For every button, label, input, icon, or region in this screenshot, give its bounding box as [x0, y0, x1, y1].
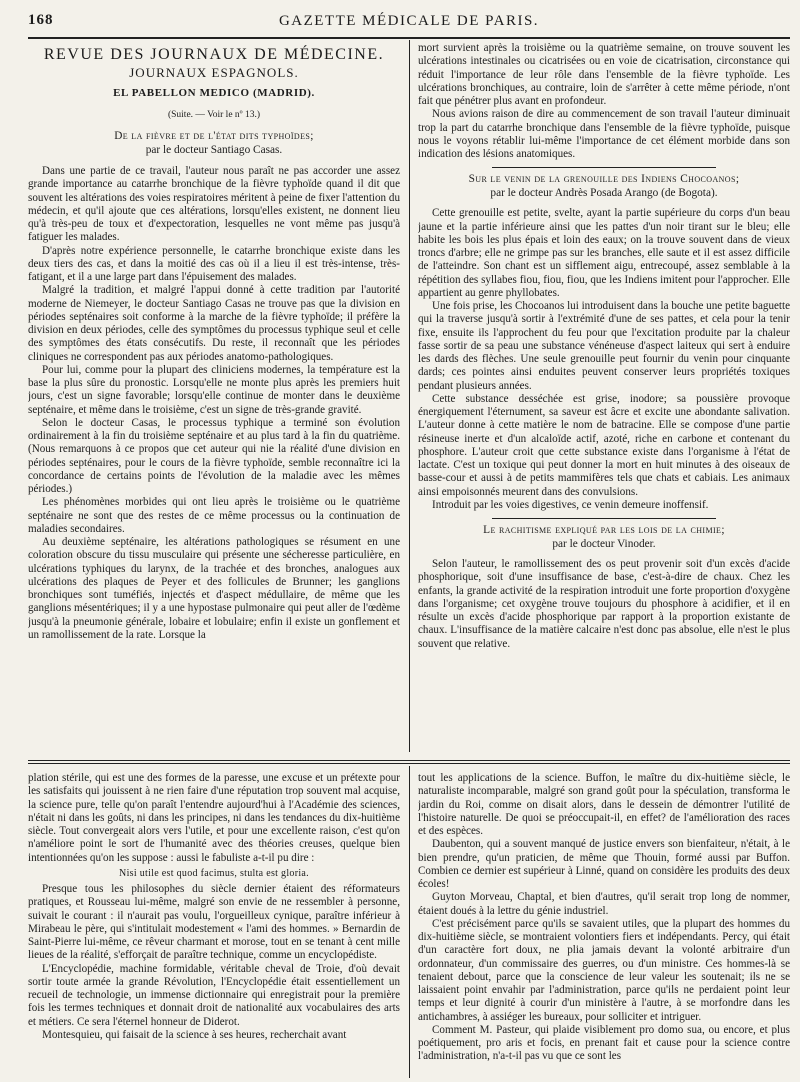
paragraph: Pour lui, comme pour la plupart des cliniciens modernes, la température est la base la plus sûre du pronostic. Lorsqu'elle ne monte plus après les premiers huit jours, c'est un signe favorable; lorsqu'elle continue de monter dans le deuxième septénaire, et même dans le troisième, c'est un signe de très-grande gravité.: [28, 363, 400, 416]
paragraph: D'après notre expérience personnelle, le catarrhe bronchique existe dans les deux tiers des cas, et dans la moitié des cas où il a lieu il est très-intense, très-fatigant, et il a une large part dans l'épuisement des malades.: [28, 244, 400, 283]
upper-column-divider: [409, 40, 410, 752]
header-rule: [28, 37, 790, 39]
paragraph: Introduit par les voies digestives, ce venin demeure inoffensif.: [432, 498, 709, 511]
paragraph: Nous avions raison de dire au commencement de son travail l'auteur diminuait trop la part du catarrhe bronchique dans l'ensemble de la fièvre typhoïde, puisque nous le voyons rétablir lui-même l'importance de cet élément morbide dans son indication des lésions anatomiques.: [418, 108, 790, 160]
paragraph: Malgré la tradition, et malgré l'appui donné à cette tradition par l'autorité moderne de Niemeyer, le docteur Santiago Casas ne trouve pas que la division en périodes septénaires soit conforme à la marche de la fièvre typhoïde; il préfère la division en deux périodes, celle des symptômes du processus typhique seul et celle des symptômes des états consécutifs. Du reste, il reconnaît que les périodes cliniques ne correspondent pas aux périodes anatomo-pathologiques.: [28, 284, 400, 363]
article1-title: De la fièvre et de l'état dits typhoïdes;: [114, 130, 314, 142]
page-header: [28, 10, 790, 36]
paragraph: Guyton Morveau, Chaptal, et bien d'autres, qu'il serait trop long de nommer, étaient doués à la lettre du génie industriel.: [418, 891, 790, 917]
paragraph: Selon le docteur Casas, le processus typhique a terminé son évolution ordinairement à la fin du troisième septénaire et au plus tard à la fin du quatrième. (Nous remarquons à ce propos que cet auteur qui nie la réalité d'une division en périodes septénaires, pour le cours de la fièvre typhoïde, semble reconnaître ici la concordance de certains points de l'évolution de la maladie avec les mêmes périodes.): [28, 416, 400, 495]
upper-left-column: [28, 42, 400, 754]
article1-author: par le docteur Santiago Casas.: [145, 144, 283, 156]
paragraph: Les phénomènes morbides qui ont lieu après le troisième ou le quatrième septénaire ne sont que des restes de ce même processus ou la continuation de maladies secondaires.: [28, 496, 400, 535]
paragraph: Comment M. Pasteur, qui plaide visiblement pro domo sua, ou encore, et plus poétiquement, pro aris et focis, en prenant fait et cause pour la science contre l'administration, n'a-t-il pas vu que ce sont les: [418, 1023, 790, 1063]
lower-left-column: [28, 772, 400, 1080]
paragraph: tout les applications de la science. Buffon, le maître du dix-huitième siècle, le naturaliste incomparable, malgré son grand goût pour la spéculation, transforma le jardin du Roi, comme on disait alors, dans le dessein de démontrer l'utilité de l'histoire naturelle. De quoi se préoccupait-il, en effet? de l'amélioration des races et des espèces.: [418, 772, 790, 837]
journal-title: GAZETTE MÉDICALE DE PARIS.: [278, 13, 540, 29]
paragraph: L'Encyclopédie, machine formidable, véritable cheval de Troie, d'où devait sortir toute armée la grande Révolution, l'Encyclopédie était essentiellement un recueil de technologie, un immense dictionnaire qui enregistrait pour la première fois les termes techniques et donnait droit de nationalité aux vocabulaires des arts et métiers. Ce sera l'éternel honneur de Diderot.: [28, 962, 400, 1028]
lower-right-column: [418, 772, 790, 1080]
paragraph: Cette substance desséchée est grise, inodore; sa poussière provoque énergiquement l'éternument, sa saveur est âcre et excite une abondante salivation. L'auteur donne à cette matière le nom de batracine. Elle se compose d'une partie résineuse inerte et d'un alcaloïde actif, azoté, riche en carbone et contenant du phosphore. L'auteur croit que cette substance existe dans l'organisme à l'état de lactate. C'est un toxique qui peut donner la mort en huit minutes à des oiseaux de basse-cour et aussi à de petits mammifères tels que chats et cabiais. Les animaux ainsi empoisonnés meurent dans des convulsions.: [418, 392, 790, 498]
review-journal: EL PABELLON MEDICO (MADRID).: [113, 86, 315, 99]
review-title: REVUE DES JOURNAUX DE MÉDECINE.: [43, 46, 385, 63]
article3-author: par le docteur Vinoder.: [552, 538, 656, 550]
article3-heading: [418, 523, 790, 551]
article2-author: par le docteur Andrès Posada Arango (de Bogota).: [490, 187, 718, 200]
paragraph: Cette grenouille est petite, svelte, ayant la partie supérieure du corps d'un beau jaune et la partie inférieure ainsi que les pattes d'un noir tirant sur le bleu; elle habite les bois les plus épais et loin des eaux; on la trouve souvent dans de vieux troncs d'arbre; elle ne grimpe pas sur les branches, elle saute et il est assez difficile de l'atteindre. Son chant est un sifflement aigu, entrecoupé, assez semblable à la répétition des syllabes fiou, fiou, fiou, que les Indiens imitent pour l'approcher. Elle appartient au genre phyllobates.: [418, 207, 790, 299]
article3-title: Le rachitisme expliqué par les lois de la chimie;: [483, 524, 725, 536]
paragraph: Selon l'auteur, le ramollissement des os peut provenir soit d'un excès d'acide phosphorique, soit d'une insuffisance de base, c'est-à-dire de chaux. Chez les enfants, la grande activité de la respiration introduit une forte proportion d'oxygène dans l'organisme; cet oxygène trouve toujours du phosphore à acidifier, et il en résulte un excès d'acide phosphorique par rapport à la proportion existante de chaux. L'insuffisance de la matière calcaire n'est donc pas absolue, elle n'est le plus souvent que relative.: [418, 558, 790, 650]
lower-column-divider: [409, 766, 410, 1078]
page-number: 168: [28, 12, 54, 28]
suite-note: (Suite. — Voir le nº 13.): [167, 109, 261, 120]
article1-heading: [28, 129, 400, 157]
article-separator: [492, 518, 715, 519]
feuilleton-rule: [28, 760, 790, 761]
paragraph: Daubenton, qui a souvent manqué de justice envers son bienfaiteur, n'était, à le bien prendre, qu'un praticien, de même que Thouin, formé aussi par Buffon. Combien ce dernier est supérieur à Linné, quand on considère les produits des deux écoles!: [418, 838, 790, 890]
feuilleton-rule: [28, 763, 790, 764]
article-separator: [492, 167, 715, 168]
latin-quote: Nisi utile est quod facimus, stulta est gloria.: [119, 867, 309, 879]
paragraph: Au deuxième septénaire, les altérations pathologiques se résument en une coloration obscure du tissu musculaire qui présente une sécheresse particulière, en ulcérations typhiques du larynx, de la trachée et des bronches, analogues aux ulcérations des plaques de Peyer et des follicules de Brunner; les ganglions bronchiques sont tuméfiés, injectés et d'aspect médullaire, de même que les ganglions mésentériques; il y a une hypostase pulmonaire qui peut aller de l'œdème jusqu'à la pneumonie générale, lobaire et lobulaire; enfin il existe un gonflement et un ramollissement de la rate. Lorsque la: [28, 536, 400, 641]
paragraph: Presque tous les philosophes du siècle dernier étaient des réformateurs pratiques, et Rousseau lui-même, malgré son envie de ne ressembler à personne, suivait le courant : il n'aurait pas voulu, l'orgueilleux cynique, paraître inférieur à Mirabeau le père, qui s'intitulait modestement « l'ami des hommes. » Bernardin de Saint-Pierre lui-même, ce rêveur charmant et morose, tout en se tenant à cent mille lieues de la réalité, s'efforçait de paraître technique, comme un encyclopédiste.: [28, 883, 400, 962]
paragraph: Une fois prise, les Chocoanos lui introduisent dans la bouche une petite baguette qui la traverse jusqu'à sortir à l'extrémité d'une de ses pattes, et cela pour la tenir fixe, ensuite ils l'approchent du feu pour que l'excitation produite par la chaleur fasse sortir de sa peau une substance vénéneuse d'aspect laiteux qui sert à enduire les dards des flèches. Une seule grenouille peut fournir du venin pour cinquante dards; ces pointes ainsi enduites peuvent conserver leurs propriétés toxiques pendant plusieurs années.: [418, 300, 790, 392]
article2-heading: [418, 172, 790, 200]
paragraph: mort survient après la troisième ou la quatrième semaine, on trouve souvent les ulcérations intestinales ou cicatrisées ou en voie de cicatrisation, circonstance qui réduit l'importance de leur rôle dans l'ensemble de la fièvre typhoïde. Les ulcérations bronchiques, au contraire, loin de s'arrêter à cette même période, n'ont fait que pénétrer plus avant en profondeur.: [418, 42, 790, 107]
review-section: JOURNAUX ESPAGNOLS.: [129, 65, 299, 81]
upper-right-column: [418, 42, 790, 754]
article2-title: Sur le venin de la grenouille des Indiens Chocoanos;: [468, 173, 740, 186]
paragraph: plation stérile, qui est une des formes de la paresse, une excuse et un prétexte pour les satisfaits qui jouissent à ne rien faire d'une réputation trop souvent mal acquise, la science pure, telle qu'on paraît l'entendre aujourd'hui à l'Académie des sciences, n'était ni dans les goûts, ni dans les principes, ni dans les tendances du dix-huitième siècle. Tout convergeait alors vers l'utile, et pour une excellente raison, c'est qu'on n'améliore point le sort de l'humanité avec des théories creuses, quelque bien intentionnées qu'on les suppose : aussi le fabuliste a-t-il pu dire :: [28, 772, 400, 864]
paragraph: Montesquieu, qui faisait de la science à ses heures, recherchait avant: [42, 1028, 347, 1041]
paragraph: C'est précisément parce qu'ils se savaient utiles, que la plupart des hommes du dix-huitième siècle, se montraient volontiers fiers et indépendants. Percy, qui était d'un caractère fort doux, ne plia jamais devant la volonté arbitraire d'un ordonnateur, d'un commissaire des guerres, ou d'un ministre. Ces hommes-là se tenaient debout, parce que la conscience de leur valeur les soutenait; ils ne se laissaient point envahir par l'administration, parce qu'ils ne perdaient point leur temps et leur dignité à courir d'un ministère à l'autre, à se morfondre dans les antichambres, à assiéger les bureaux, pour solliciter et intriguer.: [418, 917, 790, 1023]
paragraph: Dans une partie de ce travail, l'auteur nous paraît ne pas accorder une assez grande importance au catarrhe bronchique de la fièvre typhoïde quand il dit que souvent les altérations des voies respiratoires méritent à peine de fixer l'attention du médecin, et qu'il ajoute que ces altérations, lorsqu'elles existent, ne donnent lieu qu'à très-peu de toux et d'expectoration, lesquelles ne vont même pas jusqu'à fatiguer les malades.: [28, 165, 400, 244]
